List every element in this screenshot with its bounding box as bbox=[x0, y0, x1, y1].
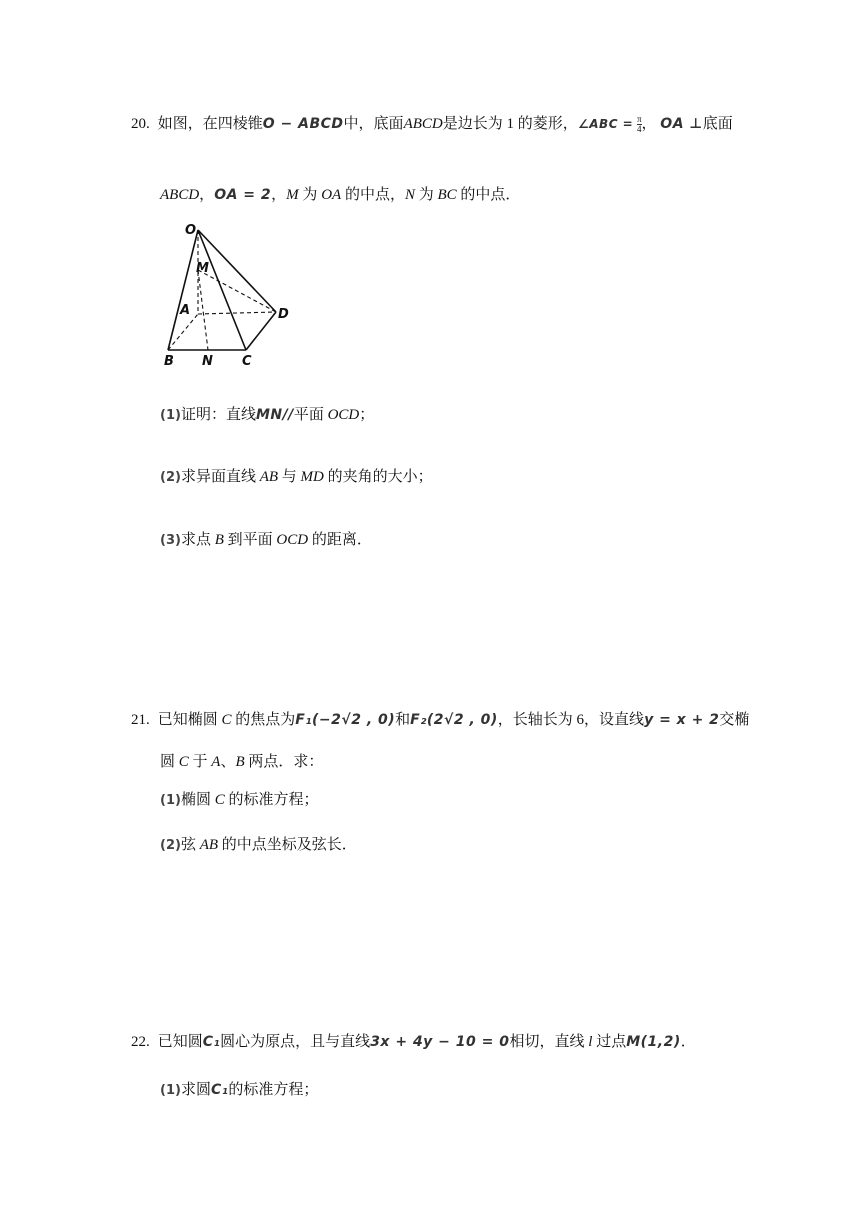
part-text: 的标准方程； bbox=[228, 1082, 319, 1098]
q21-line-equation: y = x + 2 bbox=[644, 712, 720, 728]
part-tag: (1) bbox=[160, 793, 181, 808]
part-text: 证明：直线 bbox=[180, 407, 256, 423]
q21-text: 圆 bbox=[160, 754, 179, 770]
q21-number: 21. bbox=[131, 712, 150, 728]
q21-text: 交椭 bbox=[719, 712, 750, 728]
q20-text: 中，底面 bbox=[343, 116, 404, 132]
q20-comma: ， bbox=[199, 187, 215, 203]
ellipse-c: C bbox=[221, 712, 232, 728]
q22-text: 相切，直线 bbox=[509, 1034, 589, 1050]
q20-angle-label: ∠ABC = bbox=[578, 117, 634, 131]
plane-ocd: OCD bbox=[276, 532, 309, 548]
ellipse-c: C bbox=[178, 754, 189, 770]
part-text: 求圆 bbox=[180, 1082, 211, 1098]
q20-text: 是边长为 1 的菱形， bbox=[442, 116, 578, 132]
q22-number: 22. bbox=[131, 1034, 150, 1050]
part-text: 的距离． bbox=[308, 532, 372, 548]
part-text: 的标准方程； bbox=[224, 792, 319, 808]
q21-text: 两点．求： bbox=[244, 754, 324, 770]
q20-oa-equation: OA = 2 bbox=[214, 187, 272, 203]
q21-line2 bbox=[160, 752, 323, 772]
q20-segment-oa: OA bbox=[321, 187, 342, 203]
fig-label-o: O bbox=[185, 223, 197, 238]
q20-part3 bbox=[160, 530, 372, 551]
q20-text: 的中点． bbox=[456, 187, 521, 203]
fig-label-c: C bbox=[242, 354, 252, 369]
q21-focus-f2: F₂(2√2 , 0) bbox=[410, 712, 498, 728]
point-b: B bbox=[214, 532, 224, 548]
point-b: B bbox=[235, 754, 245, 770]
q20-pyramid-figure bbox=[158, 222, 308, 372]
fig-label-d: D bbox=[278, 307, 289, 322]
q22-text: ． bbox=[680, 1034, 696, 1050]
q20-number: 20. bbox=[131, 116, 150, 132]
q20-mn-parallel: MN// bbox=[255, 407, 294, 423]
q22-text: 已知圆 bbox=[157, 1034, 203, 1050]
part-text: 的中点坐标及弦长． bbox=[218, 837, 357, 853]
ellipse-c: C bbox=[214, 792, 225, 808]
point-a: A bbox=[211, 754, 221, 770]
fig-label-n: N bbox=[202, 354, 213, 369]
q20-text: 为 bbox=[414, 187, 438, 203]
part-text: 与 bbox=[278, 469, 301, 485]
q22-line1 bbox=[131, 1032, 696, 1052]
circle-c1: C₁ bbox=[202, 1034, 221, 1050]
line-l: l bbox=[588, 1034, 593, 1050]
part-text: 求点 bbox=[180, 532, 215, 548]
q21-part1 bbox=[160, 790, 318, 811]
part-tag: (1) bbox=[160, 1083, 181, 1098]
q20-angle-formula bbox=[578, 114, 733, 134]
q20-text: 的中点， bbox=[341, 187, 405, 203]
q20-comma: ， bbox=[641, 116, 657, 132]
segment-ab: AB bbox=[199, 837, 219, 853]
q20-text: 底面 bbox=[702, 116, 733, 132]
q22-text: 过点 bbox=[592, 1034, 627, 1050]
part-tag: (3) bbox=[160, 533, 181, 548]
q22-text: 圆心为原点，且与直线 bbox=[220, 1034, 371, 1050]
q22-part1 bbox=[160, 1080, 318, 1101]
fig-label-m: M bbox=[196, 261, 209, 276]
circle-c1: C₁ bbox=[210, 1082, 229, 1098]
fig-label-a: A bbox=[180, 303, 191, 318]
q20-segment-bc: BC bbox=[437, 187, 457, 203]
q21-text: 的焦点为 bbox=[231, 712, 296, 728]
frac-numerator: π bbox=[636, 114, 642, 125]
part-text: 到平面 bbox=[223, 532, 277, 548]
q20-oa-perp: OA ⊥ bbox=[660, 116, 703, 132]
q21-text: 于 bbox=[188, 754, 212, 770]
q21-line1 bbox=[131, 710, 749, 730]
segment-ab: AB bbox=[259, 469, 279, 485]
q21-focus-f1: F₁(−2√2 , 0) bbox=[295, 712, 396, 728]
part-text: 的夹角的大小； bbox=[323, 469, 433, 485]
q20-part1 bbox=[160, 405, 374, 426]
part-tag: (2) bbox=[160, 470, 181, 485]
part-text: ； bbox=[359, 407, 375, 423]
q20-pyramid-formula: O − ABCD bbox=[262, 116, 344, 132]
q22-line-equation: 3x + 4y − 10 = 0 bbox=[370, 1034, 510, 1050]
q20-point-m: M bbox=[286, 187, 299, 203]
q20-text: 为 bbox=[298, 187, 322, 203]
q21-text: 、 bbox=[220, 754, 236, 770]
q20-text: 如图，在四棱锥 bbox=[157, 116, 263, 132]
part-text: 求异面直线 bbox=[180, 469, 260, 485]
part-tag: (2) bbox=[160, 838, 181, 853]
segment-md: MD bbox=[300, 469, 324, 485]
q21-text: 已知椭圆 bbox=[157, 712, 222, 728]
q21-text: 和 bbox=[395, 712, 411, 728]
q20-point-n: N bbox=[404, 187, 415, 203]
q20-text: ， bbox=[271, 187, 287, 203]
part-tag: (1) bbox=[160, 408, 181, 423]
q20-line2 bbox=[160, 185, 520, 205]
q20-base-label: ABCD bbox=[160, 187, 200, 203]
q21-part2 bbox=[160, 835, 357, 856]
q20-base-label: ABCD bbox=[403, 116, 443, 132]
part-text: 平面 bbox=[293, 407, 328, 423]
q21-text: ，长轴长为 6，设直线 bbox=[497, 712, 645, 728]
frac-denominator: 4 bbox=[637, 124, 642, 135]
q22-point-m: M(1,2) bbox=[626, 1034, 681, 1050]
plane-ocd: OCD bbox=[327, 407, 360, 423]
fig-label-b: B bbox=[164, 354, 174, 369]
q20-part2 bbox=[160, 467, 433, 488]
part-text: 弦 bbox=[180, 837, 200, 853]
q20-line1 bbox=[131, 114, 578, 134]
part-text: 椭圆 bbox=[180, 792, 215, 808]
